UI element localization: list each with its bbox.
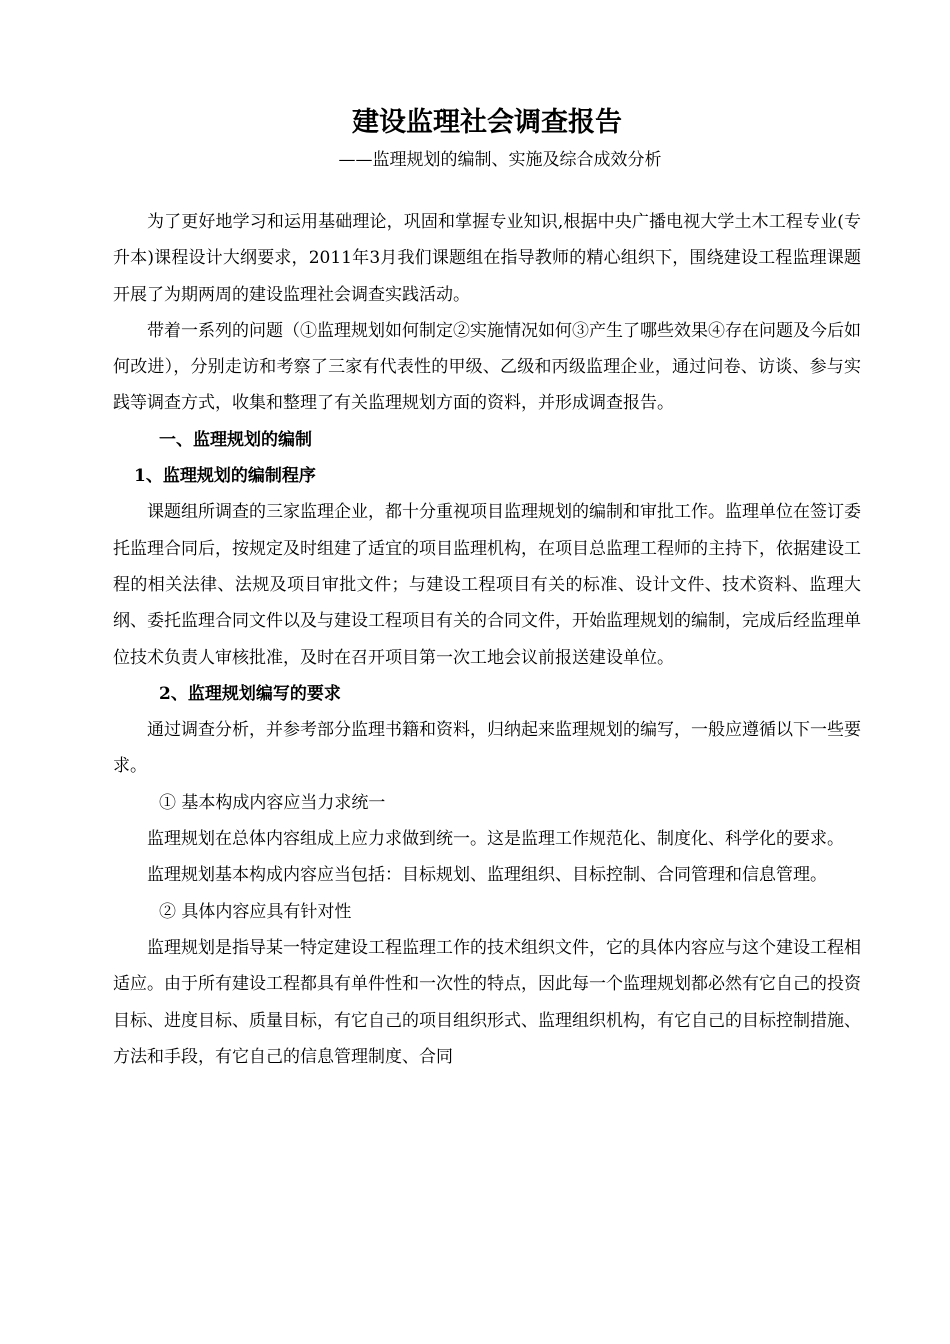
requirement-item-2: ② 具体内容应具有针对性	[159, 901, 352, 922]
document-title: 建设监理社会调查报告	[352, 107, 622, 138]
requirement-item-1: ① 基本构成内容应当力求统一	[159, 792, 386, 813]
document-body	[113, 204, 861, 1075]
intro-paragraph-1: 为了更好地学习和运用基础理论，巩固和掌握专业知识,根据中央广播电视大学土木工程专业(专升本)课程设计大纲要求，2011年3月我们课题组在指导教师的精心组织下，围绕建设工程监理课题开展了为期两周的建设监理社会调查实践活动。	[113, 212, 861, 305]
subsection-2-paragraph-1: 通过调查分析，并参考部分监理书籍和资料，归纳起来监理规划的编写，一般应遵循以下一些要求。	[113, 720, 861, 777]
document-subtitle: ——监理规划的编制、实施及综合成效分析	[338, 150, 662, 170]
intro-paragraph-2: 带着一系列的问题（①监理规划如何制定②实施情况如何③产生了哪些效果④存在问题及今后如何改进），分别走访和考察了三家有代表性的甲级、乙级和丙级监理企业，通过问卷、访谈、参与实践等调查方式，收集和整理了有关监理规划方面的资料，并形成调查报告。	[113, 320, 861, 414]
subsection-2-paragraph-2: 监理规划在总体内容组成上应力求做到统一。这是监理工作规范化、制度化、科学化的要求。	[147, 829, 844, 850]
subsection-1-paragraph: 课题组所调查的三家监理企业，都十分重视项目监理规划的编制和审批工作。监理单位在签订委托监理合同后，按规定及时组建了适宜的项目监理机构，在项目总监理工程师的主持下，依据建设工程的相关法律、法规及项目审批文件；与建设工程项目有关的标准、设计文件、技术资料、监理大纲、委托监理合同文件以及与建设工程项目有关的合同文件，开始监理规划的编制，完成后经监理单位技术负责人审核批准，及时在召开项目第一次工地会议前报送建设单位。	[113, 502, 861, 668]
subsection-2-paragraph-4: 监理规划是指导某一特定建设工程监理工作的技术组织文件，它的具体内容应与这个建设工程相适应。由于所有建设工程都具有单件性和一次性的特点，因此每一个监理规划都必然有它自己的投资目标、进度目标、质量目标，有它自己的项目组织形式、监理组织机构，有它自己的目标控制措施、方法和手段，有它自己的信息管理制度、合同	[113, 937, 861, 1067]
subsection-2-heading: 2、监理规划编写的要求	[159, 683, 341, 704]
subsection-2-paragraph-3: 监理规划基本构成内容应当包括：目标规划、监理组织、目标控制、合同管理和信息管理。	[147, 865, 827, 886]
subsection-1-heading: 1、监理规划的编制程序	[134, 466, 316, 487]
section-1-heading: 一、监理规划的编制	[159, 429, 312, 450]
